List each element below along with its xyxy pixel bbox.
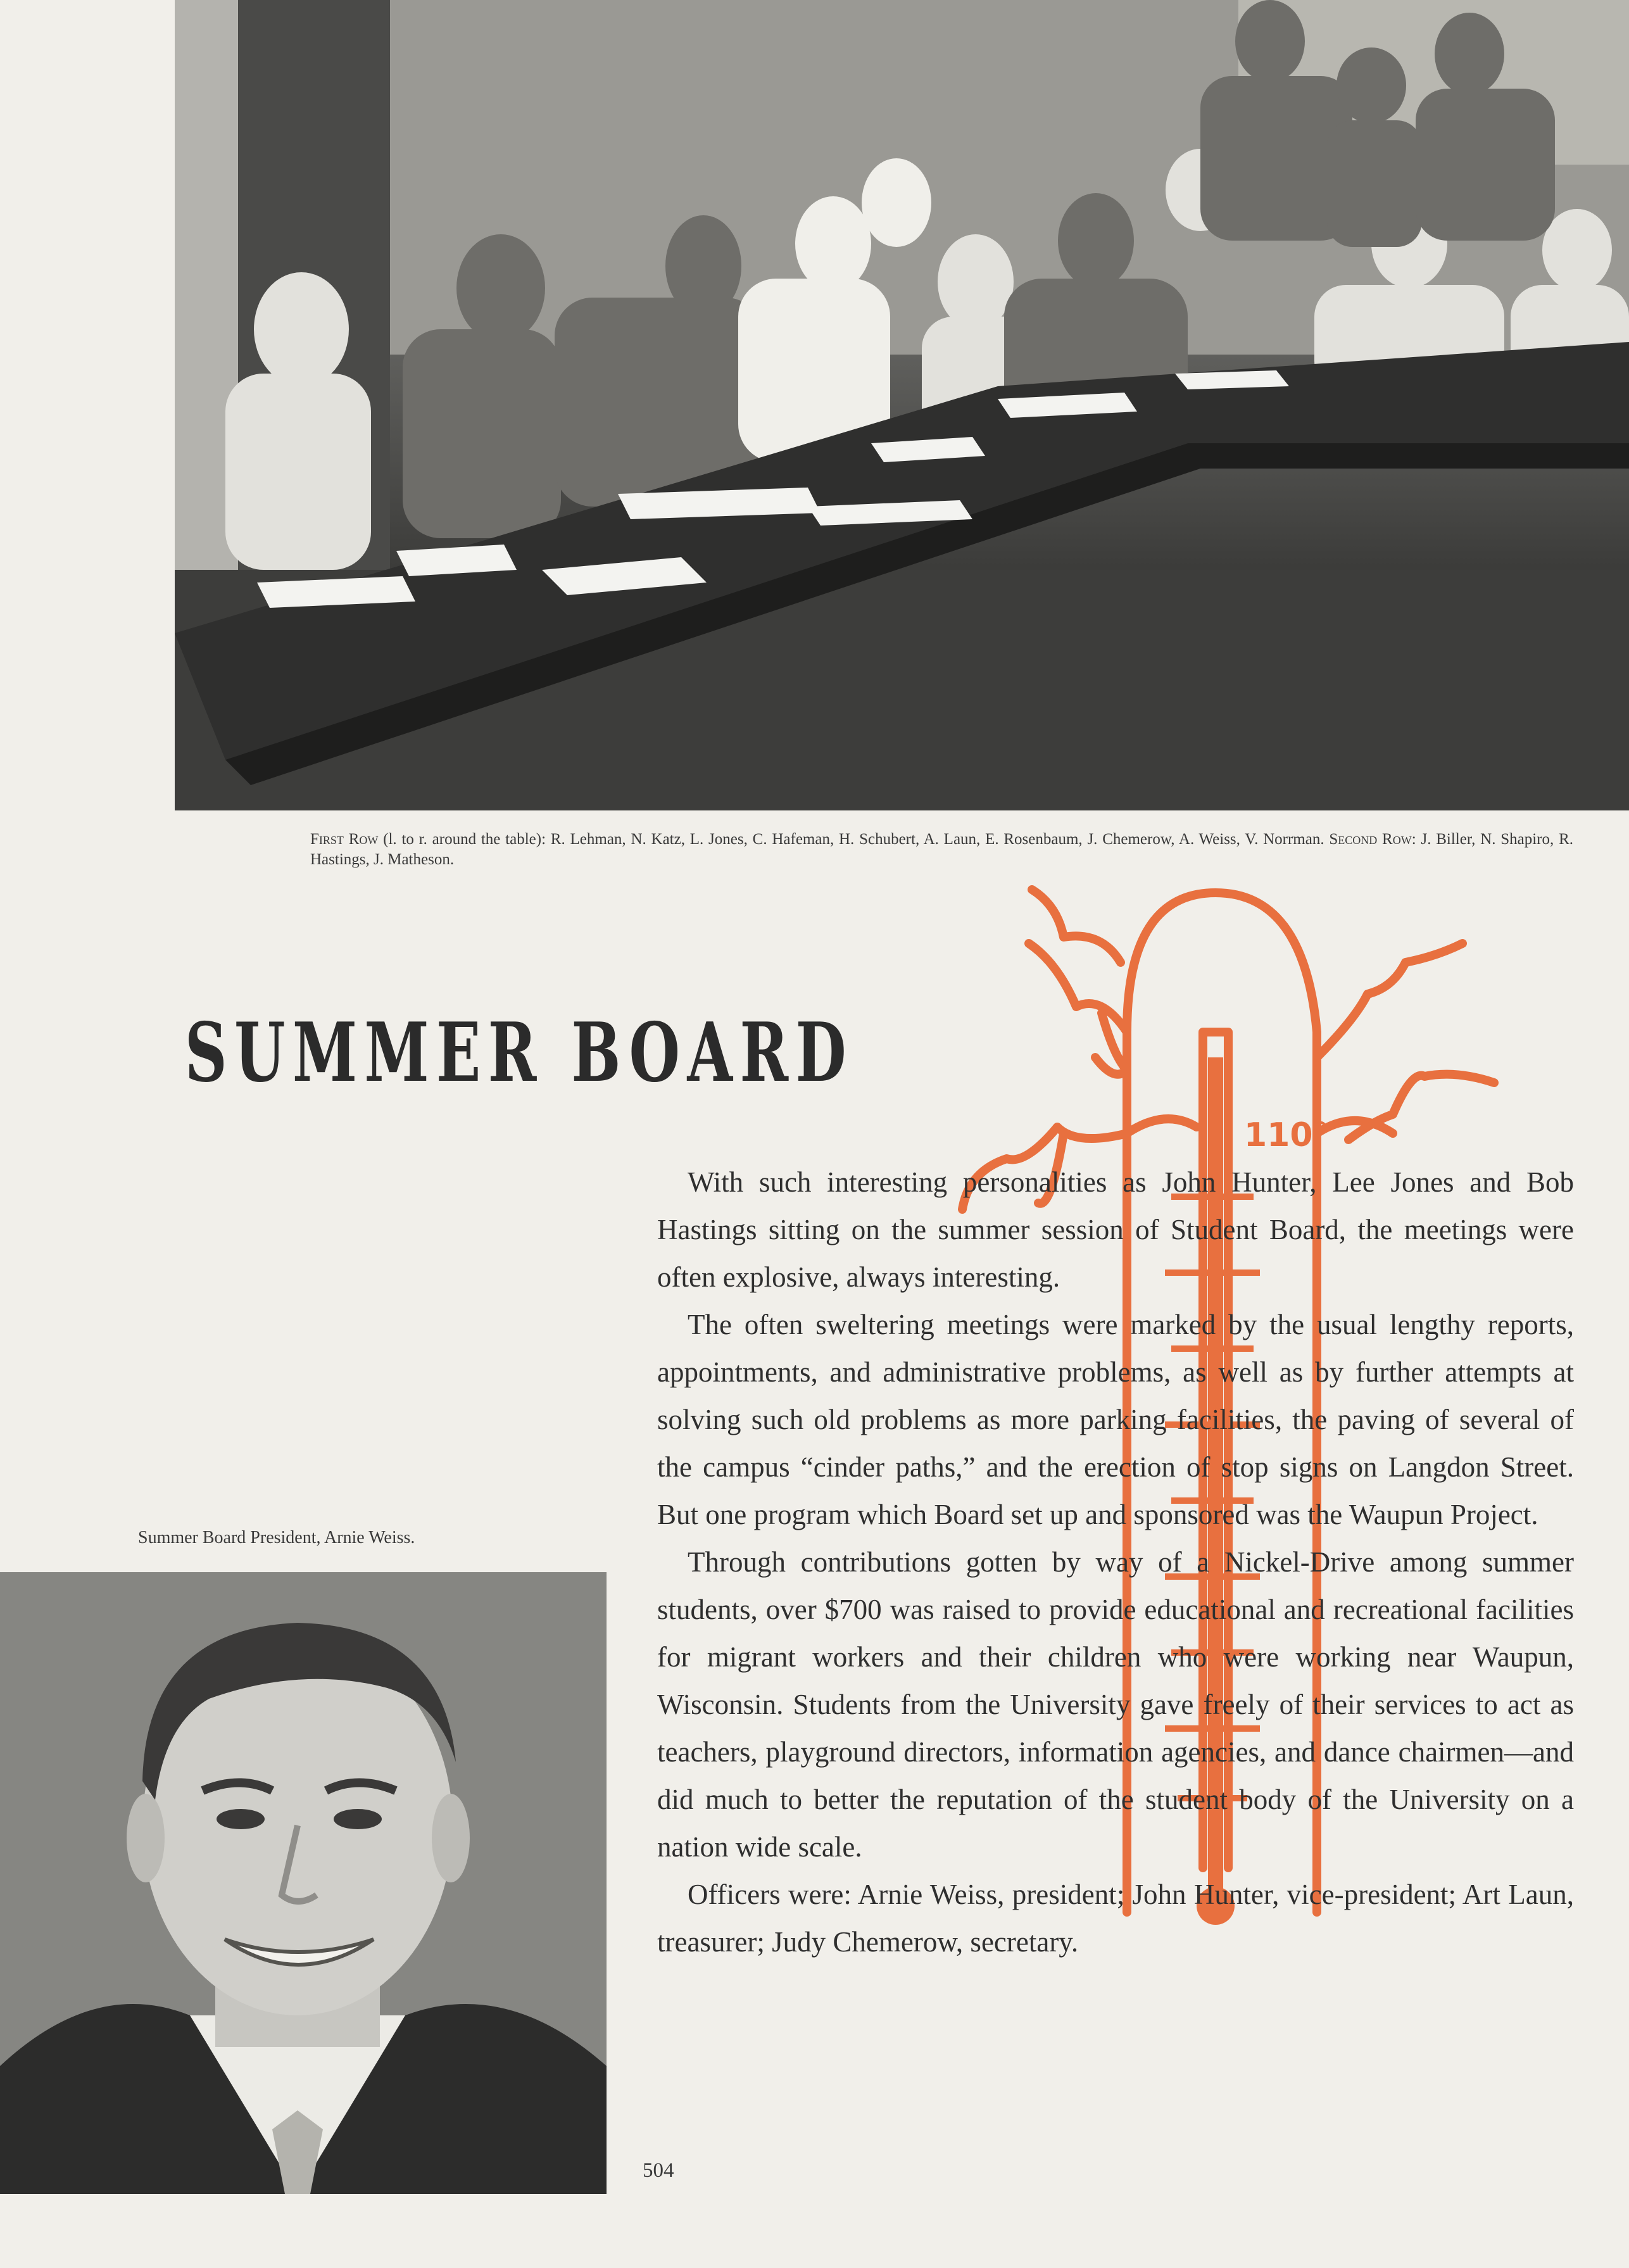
group-photo-image xyxy=(175,0,1629,810)
second-row-names: : J. Biller, N. Shapiro, R. Hastings, J. Matheson. xyxy=(310,831,1573,868)
president-photo-caption: Summer Board President, Arnie Weiss. xyxy=(138,1528,415,1547)
first-row-names: (l. to r. around the table): R. Lehman, N. Katz, L. Jones, C. Hafeman, H. Schubert, A. Laun, E. Rosenbaum, J. Chemerow, A. Weiss, V. Norrman. xyxy=(378,831,1330,848)
paragraph: With such interesting personalities as John Hunter, Lee Jones and Bob Hastings sitting on the summer session of Student Board, the meetings were often explosive, always interesting. xyxy=(657,1166,1574,1293)
paragraph: Officers were: Arnie Weiss, president; John Hunter, vice-president; Art Laun, treasurer; Judy Chemerow, secretary. xyxy=(657,1879,1574,1958)
page-title: SUMMER BOARD xyxy=(185,1005,854,1100)
article-body xyxy=(657,1159,1574,1966)
paragraph: The often sweltering meetings were marked by the usual lengthy reports, appointments, and administrative problems, as well as by further attempts at solving such old problems as more parking facilities, the paving of several of the campus “cinder paths,” and the erection of stop signs on Langdon Street. But one program which Board set up and sponsored was the Waupun Project. xyxy=(657,1309,1574,1530)
second-row-label: Second Row xyxy=(1329,831,1412,848)
paragraph: Through contributions gotten by way of a Nickel-Drive among summer students, over $700 was raised to provide educational and recreational facilities for migrant workers and their children who were working near Waupun, Wisconsin. Students from the University gave freely of their services to act as teachers, playground directors, information agencies, and dance chairmen—and did much to better the reputation of the student body of the University on a nation wide scale. xyxy=(657,1546,1574,1863)
page-number: 504 xyxy=(643,2159,674,2182)
group-photo xyxy=(175,0,1629,810)
group-photo-caption xyxy=(310,829,1573,870)
first-row-label: First Row xyxy=(310,831,379,848)
thermometer-reading: 110° xyxy=(1244,1116,1330,1154)
president-portrait-image xyxy=(0,1572,607,2194)
president-photo xyxy=(0,1572,607,2194)
